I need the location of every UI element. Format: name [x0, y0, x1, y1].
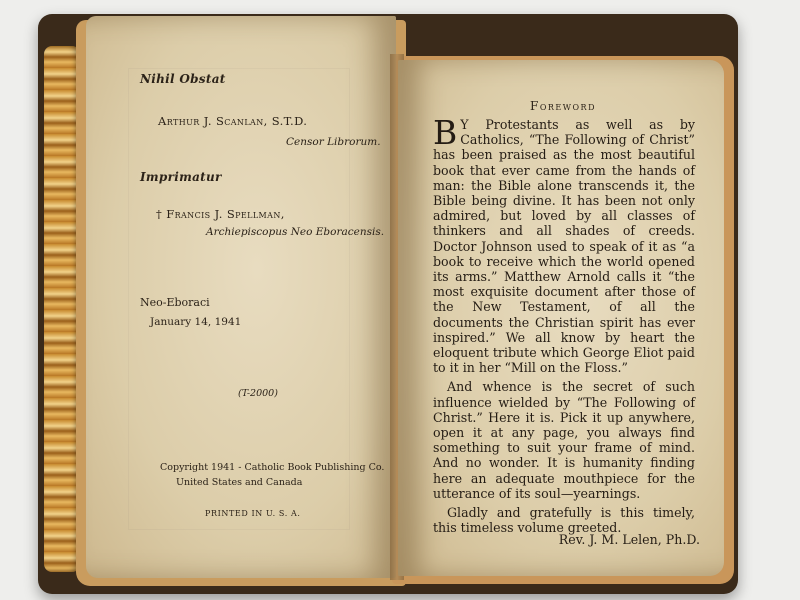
- archbishop-name: † Francis J. Spellman,: [156, 207, 285, 221]
- place-of-imprimatur: Neo-Eboraci: [140, 296, 210, 309]
- censor-title: Censor Librorum.: [286, 136, 381, 148]
- printed-in-line: PRINTED IN U. S. A.: [205, 509, 301, 518]
- foreword-paragraph-3: Gladly and gratefully is this timely, this timeless volume greeted.: [433, 505, 695, 536]
- archbishop-title: Archiepiscopus Neo Eboracensis.: [206, 226, 385, 238]
- foreword-signature: Rev. J. M. Lelen, Ph.D.: [558, 532, 700, 547]
- foreword-paragraph-2: And whence is the secret of such influence wielded by “The Following of Christ.” Here it is. Pick it up anywhere, open it at any page, you always find something to suit your frame of mind. And no wonder. It is humanity finding here an adequate mouthpiece for the utterance of its soul—yearnings.: [433, 379, 695, 501]
- copyright-line: Copyright 1941 - Catholic Book Publishing Co.: [160, 462, 385, 473]
- censor-name: Arthur J. Scanlan, S.T.D.: [158, 114, 308, 128]
- foreword-paragraph-1: [433, 113, 695, 376]
- gilt-page-edge: [44, 46, 80, 572]
- foreword-title: Foreword: [530, 99, 596, 113]
- paragraph-1-text: Y Protestants as well as by Catholics, “The Following of Christ” has been praised as the most beautiful book that ever came from the hands of man: the Bible alone transcends it, the Bible being divine. It has been not only admired, but loved by all classes of thinkers and all shades of creeds. Doctor Johnson used to speak of it as “a book to receive which the world opened its arms.” Matthew Arnold calls it “the most exquisite document after those of the New Testament, of all the documents the Christian spirit has ever inspired.” We all know by heart the eloquent tribute which George Eliot paid to it in her “Mill on the Floss.”: [433, 117, 695, 376]
- drop-cap: B: [433, 113, 458, 152]
- copyright-region: United States and Canada: [176, 477, 303, 488]
- foreword-body: [433, 113, 695, 536]
- imprimatur-date: January 14, 1941: [150, 316, 242, 328]
- imprimatur-label: Imprimatur: [140, 170, 222, 184]
- catalog-number: (T-2000): [238, 388, 278, 399]
- nihil-obstat-label: Nihil Obstat: [140, 72, 226, 86]
